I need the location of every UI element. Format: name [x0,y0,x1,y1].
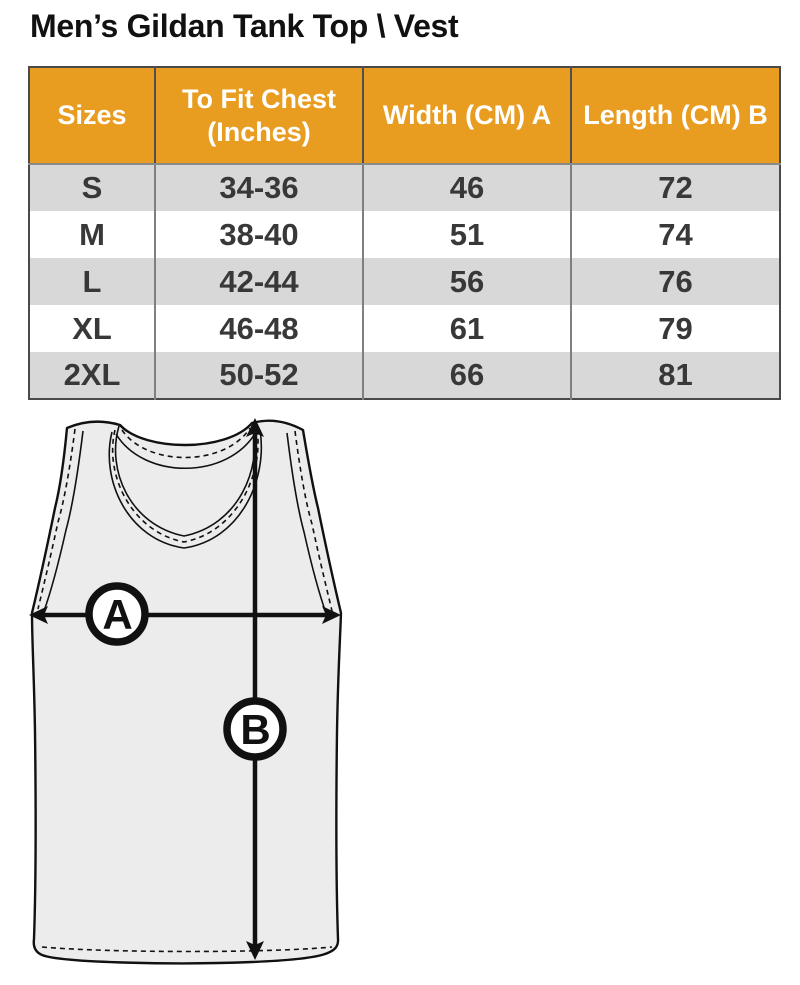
col-header-chest: To Fit Chest (Inches) [155,67,363,164]
cell-width: 56 [363,258,571,305]
cell-length: 79 [571,305,780,352]
cell-chest: 46-48 [155,305,363,352]
col-header-length: Length (CM) B [571,67,780,164]
table-row [29,352,780,399]
label-b: B [240,706,270,753]
cell-size: M [29,211,155,258]
cell-chest: 42-44 [155,258,363,305]
col-header-sizes: Sizes [29,67,155,164]
tank-top-diagram [0,410,372,985]
page-title: Men’s Gildan Tank Top \ Vest [30,8,459,44]
cell-chest: 38-40 [155,211,363,258]
label-a: A [102,591,132,638]
table-row [29,211,780,258]
cell-width: 46 [363,164,571,211]
cell-length: 81 [571,352,780,399]
cell-length: 76 [571,258,780,305]
cell-width: 66 [363,352,571,399]
tank-top-outline [32,421,341,964]
cell-size: S [29,164,155,211]
tank-top-figure [0,410,372,985]
cell-length: 74 [571,211,780,258]
cell-size: XL [29,305,155,352]
col-header-width: Width (CM) A [363,67,571,164]
size-table-header [29,67,780,164]
cell-chest: 50-52 [155,352,363,399]
table-row [29,258,780,305]
cell-width: 51 [363,211,571,258]
cell-width: 61 [363,305,571,352]
cell-size: L [29,258,155,305]
cell-size: 2XL [29,352,155,399]
table-row [29,305,780,352]
table-row [29,164,780,211]
cell-chest: 34-36 [155,164,363,211]
size-table [28,66,781,400]
cell-length: 72 [571,164,780,211]
